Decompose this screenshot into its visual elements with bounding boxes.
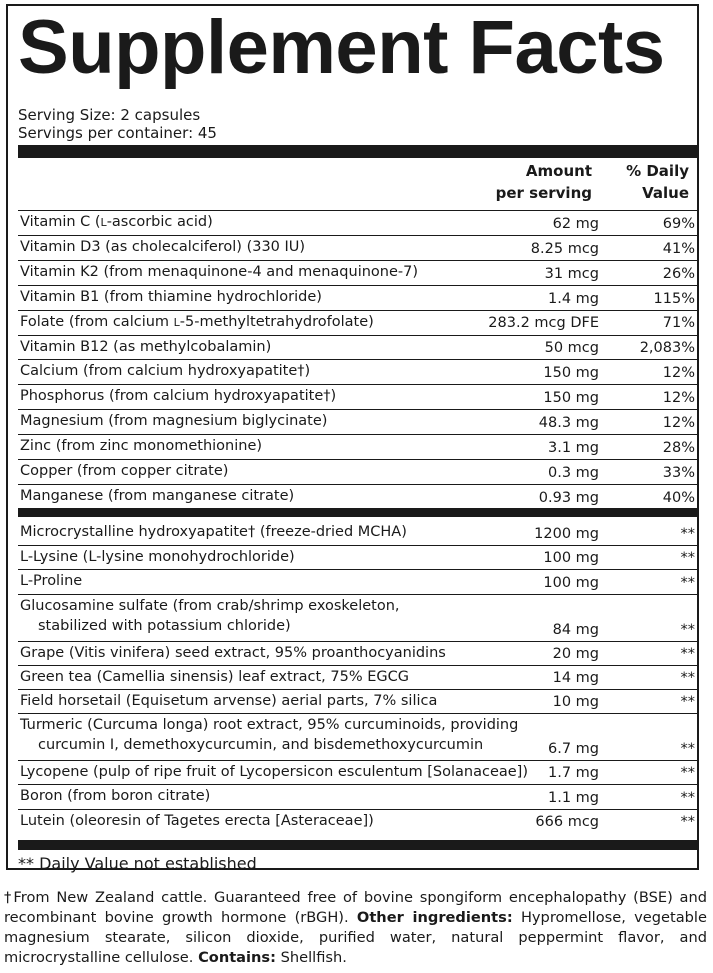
daily-value: 41% bbox=[662, 240, 695, 257]
table-row bbox=[18, 260, 699, 285]
table-row bbox=[18, 484, 699, 509]
table-row bbox=[18, 434, 699, 459]
amount-value: 50 mcg bbox=[544, 340, 599, 357]
amount-value: 20 mg bbox=[552, 645, 599, 662]
nutrient-name: Vitamin C (L-ascorbic acid) bbox=[20, 214, 213, 230]
ingredient-name: Microcrystalline hydroxyapatite† (freeze-dried MCHA) bbox=[20, 524, 407, 540]
table-row bbox=[18, 689, 699, 713]
daily-value: 71% bbox=[662, 315, 695, 332]
amount-value: 6.7 mg bbox=[548, 741, 599, 758]
nutrient-name: Manganese (from manganese citrate) bbox=[20, 487, 295, 504]
amount-value: 84 mg bbox=[552, 621, 599, 638]
amount-value: 150 mg bbox=[543, 390, 599, 407]
amount-value: 100 mg bbox=[543, 550, 599, 567]
footnote-text: †From New Zealand cattle. Guaranteed free of bovine spongiform encephalopathy (BSE) and recombinant bovine growth hormone (rBGH). Other ingredients: Hypromellose, vegetable magnesium stearate, silicon dioxide, purified water, natural peppermint flavor, and microcrystalline cellulose. Contains: Shellfish. bbox=[4, 889, 707, 966]
table-row bbox=[18, 409, 699, 434]
amount-value: 1.7 mg bbox=[548, 765, 599, 782]
amount-value: 0.3 mg bbox=[548, 464, 599, 481]
table-row bbox=[18, 335, 699, 360]
nutrient-name: Folate (from calcium L-5-methyltetrahydrofolate) bbox=[20, 313, 374, 330]
daily-value: ** bbox=[680, 813, 695, 830]
daily-value: 69% bbox=[662, 215, 695, 232]
daily-value-note: ** Daily Value not established bbox=[18, 854, 257, 873]
daily-value: 26% bbox=[662, 265, 695, 282]
table-row bbox=[18, 235, 699, 260]
table-row bbox=[18, 384, 699, 409]
table-row bbox=[18, 784, 699, 808]
nutrient-name: Vitamin B1 (from thiamine hydrochloride) bbox=[20, 288, 322, 305]
amount-value: 62 mg bbox=[552, 215, 599, 232]
table-row bbox=[18, 210, 699, 235]
table-row bbox=[18, 545, 699, 569]
daily-value: ** bbox=[680, 645, 695, 662]
amount-value: 14 mg bbox=[552, 669, 599, 686]
daily-value: 2,083% bbox=[639, 340, 695, 357]
ingredient-name: Turmeric (Curcuma longa) root extract, 95% curcuminoids, providing curcumin I, demethoxycurcumin, and bisdemethoxycurcumin bbox=[20, 717, 519, 754]
daily-value: ** bbox=[680, 574, 695, 591]
daily-value: 12% bbox=[662, 415, 695, 432]
table-row bbox=[18, 569, 699, 593]
table-row bbox=[18, 809, 699, 833]
daily-value: 28% bbox=[662, 439, 695, 456]
daily-value: ** bbox=[680, 550, 695, 567]
daily-value: ** bbox=[680, 526, 695, 543]
ingredient-name: L-Lysine (L-lysine monohydrochloride) bbox=[20, 549, 295, 566]
panel-title: Supplement Facts bbox=[18, 5, 665, 90]
table-row bbox=[18, 713, 699, 760]
nutrient-name: Magnesium (from magnesium biglycinate) bbox=[20, 413, 328, 430]
table-row bbox=[18, 285, 699, 310]
daily-value: 12% bbox=[662, 365, 695, 382]
nutrient-name: Vitamin B12 (as methylcobalamin) bbox=[20, 338, 272, 355]
thick-divider-top bbox=[18, 145, 699, 158]
amount-header: Amount per serving bbox=[495, 162, 592, 202]
amount-value: 283.2 mcg DFE bbox=[488, 315, 599, 332]
amount-value: 100 mg bbox=[543, 574, 599, 591]
supplement-facts-panel bbox=[6, 4, 699, 873]
ingredient-name: Lutein (oleoresin of Tagetes erecta [Asteraceae]) bbox=[20, 812, 374, 829]
table-row bbox=[18, 310, 699, 335]
daily-value: 33% bbox=[662, 464, 695, 481]
daily-value: ** bbox=[680, 694, 695, 711]
daily-value: ** bbox=[680, 741, 695, 758]
nutrient-name: Vitamin D3 (as cholecalciferol) (330 IU) bbox=[20, 238, 306, 255]
daily-value: ** bbox=[680, 765, 695, 782]
ingredient-name: Glucosamine sulfate (from crab/shrimp exoskeleton, stabilized with potassium chloride) bbox=[20, 597, 400, 634]
amount-value: 31 mcg bbox=[544, 265, 599, 282]
ingredient-name: Boron (from boron citrate) bbox=[20, 788, 211, 805]
table-row bbox=[18, 521, 699, 545]
servings-per-container: Servings per container: 45 bbox=[18, 124, 217, 142]
thick-divider-bottom bbox=[18, 840, 699, 850]
thick-divider-middle bbox=[18, 508, 699, 517]
ingredient-name: Grape (Vitis vinifera) seed extract, 95% proanthocyanidins bbox=[20, 644, 446, 661]
table-row bbox=[18, 665, 699, 689]
amount-value: 666 mcg bbox=[535, 813, 599, 830]
ingredient-name: Field horsetail (Equisetum arvense) aerial parts, 7% silica bbox=[20, 693, 438, 709]
amount-value: 8.25 mcg bbox=[530, 240, 599, 257]
table-row bbox=[18, 641, 699, 665]
amount-value: 3.1 mg bbox=[548, 439, 599, 456]
ingredient-name: Lycopene (pulp of ripe fruit of Lycopersicon esculentum [Solanaceae]) bbox=[20, 764, 528, 781]
amount-value: 1200 mg bbox=[534, 526, 599, 543]
daily-value: ** bbox=[680, 669, 695, 686]
amount-value: 48.3 mg bbox=[538, 415, 599, 432]
nutrient-name: Vitamin K2 (from menaquinone-4 and menaquinone-7) bbox=[20, 263, 419, 280]
daily-value: ** bbox=[680, 621, 695, 638]
amount-value: 1.4 mg bbox=[548, 290, 599, 307]
nutrient-name: Phosphorus (from calcium hydroxyapatite†) bbox=[20, 388, 337, 405]
nutrient-name: Copper (from copper citrate) bbox=[20, 463, 229, 479]
amount-value: 10 mg bbox=[552, 694, 599, 711]
table-row bbox=[18, 760, 699, 784]
table-row bbox=[18, 459, 699, 484]
table-row bbox=[18, 594, 699, 641]
nutrient-name: Calcium (from calcium hydroxyapatite†) bbox=[20, 363, 311, 380]
ingredient-name: L-Proline bbox=[20, 573, 83, 590]
daily-value-header: % Daily Value bbox=[626, 162, 689, 202]
amount-value: 1.1 mg bbox=[548, 789, 599, 806]
amount-value: 0.93 mg bbox=[538, 489, 599, 506]
serving-size: Serving Size: 2 capsules bbox=[18, 106, 201, 124]
ingredient-name: Green tea (Camellia sinensis) leaf extract, 75% EGCG bbox=[20, 668, 410, 685]
table-row bbox=[18, 359, 699, 384]
amount-value: 150 mg bbox=[543, 365, 599, 382]
daily-value: 115% bbox=[653, 290, 695, 307]
daily-value: 12% bbox=[662, 390, 695, 407]
nutrient-name: Zinc (from zinc monomethionine) bbox=[20, 438, 263, 455]
daily-value: ** bbox=[680, 789, 695, 806]
daily-value: 40% bbox=[662, 489, 695, 506]
